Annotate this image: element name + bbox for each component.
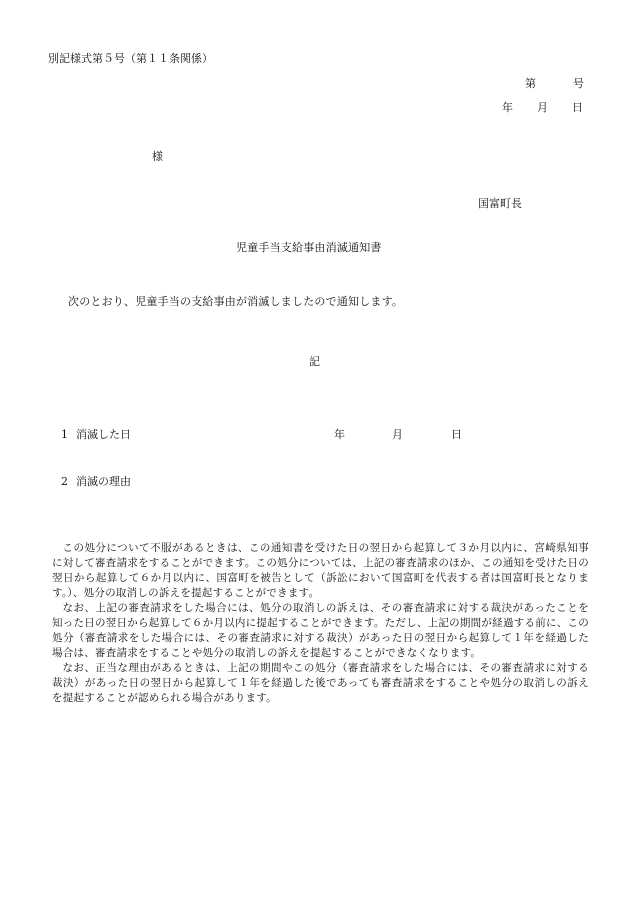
extinction-month-label: 月 <box>392 428 403 441</box>
notice-paragraph: なお、正当な理由があるときは、上記の期間やこの処分（審査請求をした場合には、その審査請求に対する裁決）があった日の翌日から起算して１年を経過した後であっても審査請求をすることや処分の取消しの訴えを提起することが認められる場合があります。 <box>52 662 589 704</box>
sender-title: 国富町長 <box>478 197 522 210</box>
date-month-label: 月 <box>537 101 548 114</box>
item-number: 1 <box>61 428 68 441</box>
item-number: 2 <box>61 475 68 488</box>
extinction-year-label: 年 <box>334 428 345 441</box>
item-label: 消滅の理由 <box>76 475 131 488</box>
document-number-suffix: 号 <box>573 77 584 90</box>
form-label: 別記様式第５号（第１１条関係） <box>48 52 213 65</box>
intro-text: 次のとおり、児童手当の支給事由が消滅しましたので通知します。 <box>68 295 404 308</box>
ki-heading: 記 <box>309 355 320 368</box>
document-title: 児童手当支給事由消滅通知書 <box>236 241 382 254</box>
notice-paragraph: なお、上記の審査請求をした場合には、処分の取消しの訴えは、その審査請求に対する裁決があったことを知った日の翌日から起算して６か月以内に提起することができます。ただし、上記の期間が経過する前に、この処分（審査請求をした場合には、その審査請求に対する裁決）があった日の翌日から起算して１年を経過した場合は、審査請求をすることや処分の取消しの訴えを提起することができなくなります。 <box>52 602 589 659</box>
date-year-label: 年 <box>502 101 513 114</box>
item-label: 消滅した日 <box>76 428 131 441</box>
extinction-day-label: 日 <box>451 428 462 441</box>
date-day-label: 日 <box>572 101 583 114</box>
addressee-honorific: 様 <box>152 150 163 163</box>
appeal-notice <box>52 541 589 706</box>
notice-paragraph: この処分について不服があるときは、この通知書を受けた日の翌日から起算して３か月以内に、宮崎県知事に対して審査請求をすることができます。この処分については、上記の審査請求のほか、この通知を受けた日の翌日から起算して６か月以内に、国富町を被告として（訴訟において国富町を代表する者は国富町長となります。）、処分の取消しの訴えを提起することができます。 <box>52 542 589 599</box>
document-number-prefix: 第 <box>525 77 536 90</box>
